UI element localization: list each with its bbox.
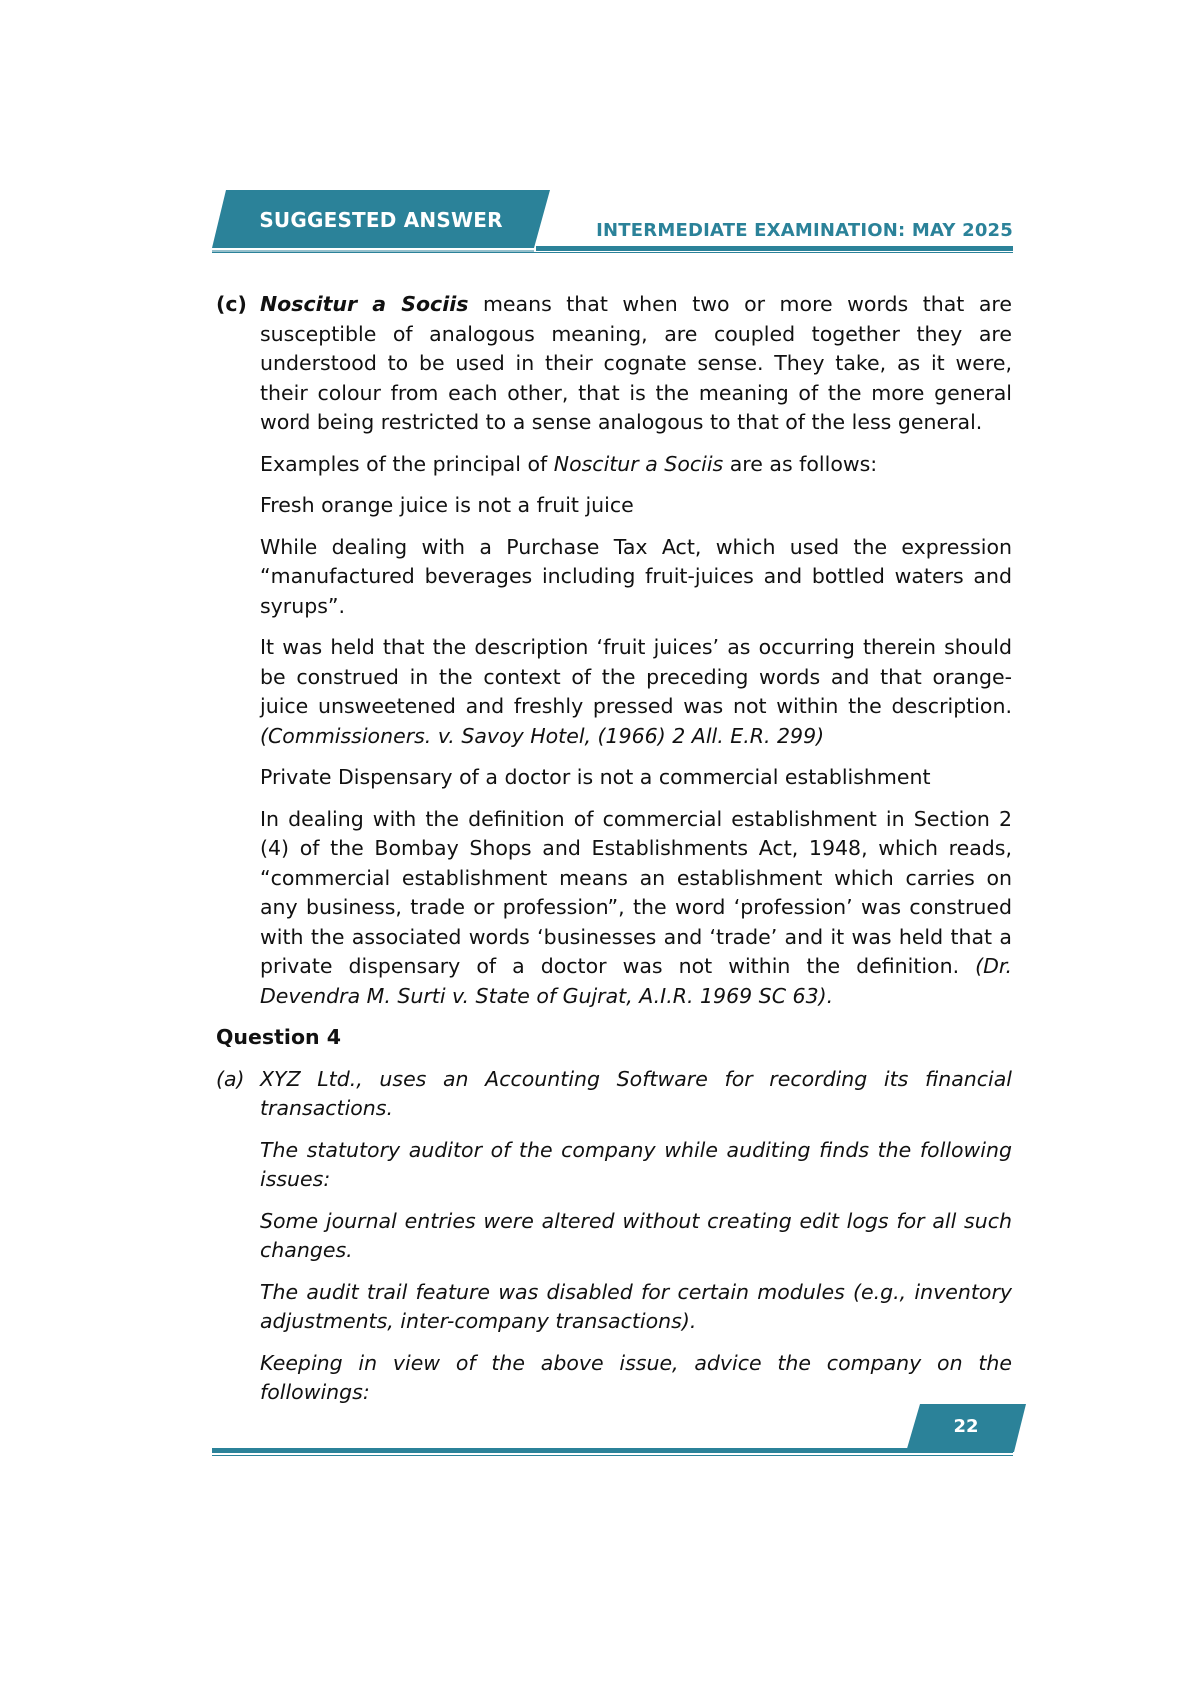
example2-end: .	[826, 983, 834, 1008]
page-content	[216, 290, 1012, 1420]
section-c-definition-text: means that when two or more words that are susceptible of analogous meaning, are coupled together they are understood to be used in their cognate sense. They take, as it were, their colour from each other, that is the meaning of the more general word being restricted to a sense analogous to that of the less general.	[260, 292, 1012, 434]
examples-intro	[260, 450, 1012, 480]
header-tab-label: SUGGESTED ANSWER	[259, 208, 503, 232]
example2-heading: Private Dispensary of a doctor is not a commercial establishment	[260, 765, 931, 789]
examples-intro-end: are as follows:	[723, 451, 878, 476]
section-c-marker: (c)	[216, 292, 247, 316]
question-4a	[216, 1065, 1012, 1408]
question-4a-p4: The audit trail feature was disabled for certain modules (e.g., inventory adjustments, inter-company transactions).	[260, 1279, 1012, 1333]
question-4-heading: Question 4	[216, 1025, 342, 1049]
examples-intro-text: Examples of the principal of	[260, 451, 554, 476]
header-rule-thin	[212, 252, 1013, 253]
footer-rule	[212, 1448, 1013, 1453]
example1-held-text: It was held that the description ‘fruit juices’ as occurring therein should be construed in the context of the preceding words and that orange-juice unsweetened and freshly pressed was not within the description.	[260, 635, 1012, 718]
footer-rule-thin	[212, 1455, 1013, 1456]
page-number: 22	[953, 1416, 979, 1437]
question-4a-p2: The statutory auditor of the company while auditing finds the following issues:	[260, 1137, 1012, 1191]
question-4a-p1: XYZ Ltd., uses an Accounting Software for recording its financial transactions.	[260, 1066, 1012, 1120]
section-c-term: Noscitur a Sociis	[260, 292, 469, 316]
example1-case-citation: (Commissioners. v. Savoy Hotel, (1966) 2 All. E.R. 299)	[260, 723, 825, 748]
example2-text	[260, 805, 1012, 1012]
question-4a-marker: (a)	[216, 1066, 245, 1091]
example1-heading: Fresh orange juice is not a fruit juice	[260, 493, 634, 517]
example1-text: While dealing with a Purchase Tax Act, which used the expression “manufactured beverages including fruit-juices and bottled waters and syrups”.	[260, 534, 1012, 618]
example2-case-citation: (Dr. Devendra M. Surti v. State of Gujrat, A.I.R. 1969 SC 63)	[260, 954, 1012, 1008]
question-4a-p3: Some journal entries were altered without creating edit logs for all such changes.	[260, 1208, 1012, 1262]
section-c	[216, 290, 1012, 1011]
header-rule	[536, 246, 1013, 251]
question-4a-p5: Keeping in view of the above issue, advice the company on the followings:	[260, 1350, 1012, 1404]
examples-intro-term: Noscitur a Sociis	[553, 451, 724, 476]
example1-held	[260, 633, 1012, 751]
header-tab	[212, 190, 550, 252]
exam-title: INTERMEDIATE EXAMINATION: MAY 2025	[596, 220, 1013, 241]
example2-body: In dealing with the definition of commercial establishment in Section 2 (4) of the Bombay Shops and Establishments Act, 1948, which reads, “commercial establishment means an establishment which carries on any business, trade or profession”, the word ‘profession’ was construed with the associated words ‘businesses and ‘trade’ and it was held that a private dispensary of a doctor was not within the definition.	[260, 806, 1012, 978]
section-c-definition	[260, 290, 1012, 438]
